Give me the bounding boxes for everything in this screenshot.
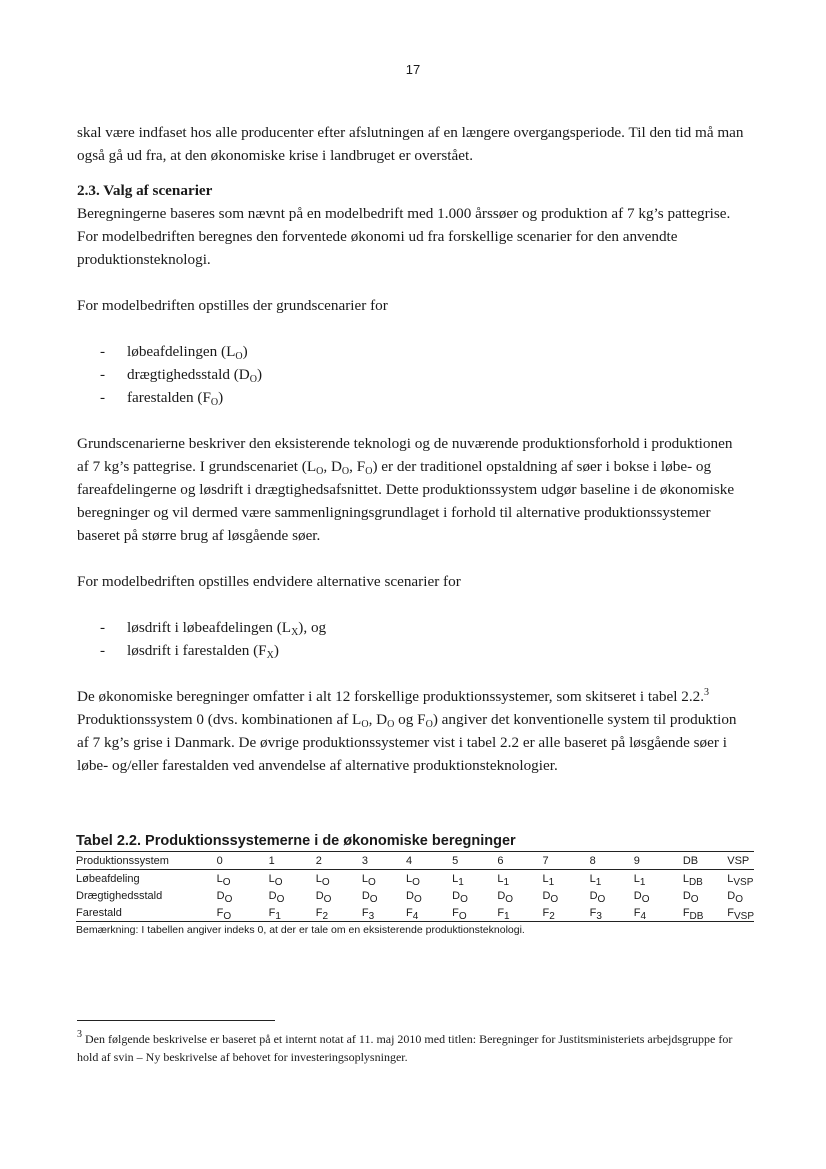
table-cell: $D_O$ <box>682 889 699 905</box>
table-cell: $D_O$ <box>406 889 422 905</box>
column-header: 9 <box>633 854 640 867</box>
table-body <box>76 870 754 922</box>
table-cell: $L_{VSP}$ <box>727 872 754 888</box>
table-cell: $F_4$ <box>406 906 419 922</box>
table-cell: $F_1$ <box>268 906 281 922</box>
table-cell: $D_O$ <box>452 889 468 905</box>
footnote: $^3$ Den følgende beskrivelse er baseret på et internt notat af 11. maj 2010 med titlen: Beregninger for Justitsministeriets arbejdsgruppe for hold af svin – Ny beskrivelse af behovet for investeringsoplysninger. <box>77 1029 733 1064</box>
paragraph: skal være indfaset hos alle producenter efter afslutningen af en længere overgangsperiode. Til den tid må man også gå ud fra, at den økonomiske krise i landbruget er overstået. <box>77 124 744 164</box>
paragraph: For modelbedriften opstilles endvidere alternative scenarier for <box>77 573 461 590</box>
column-header: DB <box>682 854 699 867</box>
table-cell: $L_O$ <box>216 872 231 888</box>
row-label: Farestald <box>76 906 122 919</box>
table-cell: $F_3$ <box>361 906 375 922</box>
paragraph: Beregningerne baseres som nævnt på en modelbedrift med 1.000 årssøer og produktion af 7 kg’s pattegrise. For modelbedriften beregnes den forventede økonomi ud fra forskellige scenarier for den anvendte produktionsteknologi. <box>77 205 731 268</box>
column-header: 0 <box>216 854 223 867</box>
table-cell: $L_O$ <box>268 872 283 888</box>
table-cell: $L_1$ <box>542 872 555 888</box>
list-item: - farestalden $(F_O)$ <box>77 386 747 409</box>
column-header: 4 <box>406 854 413 867</box>
table-cell: $L_{DB}$ <box>682 872 703 888</box>
table-cell: $L_O$ <box>406 872 420 888</box>
paragraph: De økonomiske beregninger omfatter i alt 12 forskellige produktionssystemer, som skitseret i tabel 2.2.$^3$ Produktionssystem 0 (dvs. kombinationen af $L_O$, $D_O$ og $F_O$) angiver det konventionelle system til produktion af 7 kg’s grise i Danmark. De øvrige produktionssystemer vist i tabel 2.2 er alle baseret på løsgående søer i løbe- og/eller farestalden ved anvendelse af alternative produktionsteknologier. <box>77 687 737 774</box>
table-cell: $D_O$ <box>633 889 650 905</box>
table-note: Bemærkning: I tabellen angiver indeks 0, at der er tale om en eksisterende produktionsteknologi. <box>76 924 525 936</box>
table-cell: $F_1$ <box>497 906 510 922</box>
column-header: 1 <box>268 854 275 867</box>
table-cell: $L_1$ <box>589 872 602 888</box>
table-cell: $F_3$ <box>589 906 602 922</box>
column-header: VSP <box>727 854 750 867</box>
table-cell: $F_2$ <box>542 906 555 922</box>
base-scenario-list <box>77 340 747 409</box>
table-cell: $F_{VSP}$ <box>727 906 754 922</box>
table-row <box>76 904 754 922</box>
table-cell: $L_O$ <box>361 872 376 888</box>
table-cell: $F_O$ <box>216 906 232 922</box>
column-header: 5 <box>452 854 459 867</box>
table-cell: $D_O$ <box>589 889 606 905</box>
table-row <box>76 887 754 904</box>
list-item: - løsdrift i løbeafdelingen $(L_X)$, og <box>77 616 747 639</box>
table-cell: $D_O$ <box>727 889 743 905</box>
table-header-row <box>76 852 754 870</box>
table-cell: $D_O$ <box>497 889 514 905</box>
table-caption: Tabel 2.2. Produktionssystemerne i de økonomiske beregninger <box>76 833 516 849</box>
table-cell: $F_4$ <box>633 906 647 922</box>
table-cell: $L_1$ <box>633 872 646 888</box>
alternative-scenario-list <box>77 616 747 662</box>
paragraph: Grundscenarierne beskriver den eksisterende teknologi og de nuværende produktionsforhold i produktionen af 7 kg’s pattegrise. I grundscenariet ($L_O$, $D_O$, $F_O$) er der traditionel opstaldning af søer i bokse i løbe- og fareafdelingerne og løsdrift i drægtighedsafsnittet. Dette produktionssystem udgør baseline i de økonomiske beregninger og vil dermed være sammenligningsgrundlaget i forhold til alternative produktionssystemer baseret på større brug af løsgående søer. <box>77 435 735 544</box>
table-cell: $L_1$ <box>452 872 464 888</box>
table-cell: $D_O$ <box>361 889 378 905</box>
table-cell: $L_O$ <box>315 872 330 888</box>
column-header: 2 <box>315 854 322 867</box>
column-header: 7 <box>542 854 549 867</box>
list-item: - løsdrift i farestalden $(F_X)$ <box>77 639 747 662</box>
production-systems-table-block <box>76 833 754 936</box>
list-item: - drægtighedsstald $(D_O)$ <box>77 363 747 386</box>
table-cell: $F_{DB}$ <box>682 906 704 922</box>
table-cell: $D_O$ <box>542 889 559 905</box>
footnote-divider <box>77 1020 275 1021</box>
list-item: - løbeafdelingen $(L_O)$ <box>77 340 747 363</box>
page-number: 17 <box>405 62 421 77</box>
table-cell: $D_O$ <box>268 889 285 905</box>
row-label: Løbeafdeling <box>76 872 140 885</box>
table-cell: $F_2$ <box>315 906 329 922</box>
table-cell: $L_1$ <box>497 872 509 888</box>
section-heading: 2.3. Valg af scenarier <box>77 182 213 199</box>
table-cell: $F_O$ <box>452 906 467 922</box>
table-row <box>76 870 754 888</box>
column-header-label: Produktionssystem <box>76 854 169 867</box>
table-cell: $D_O$ <box>315 889 332 905</box>
column-header: 6 <box>497 854 504 867</box>
column-header: 3 <box>361 854 368 867</box>
table-cell: $D_O$ <box>216 889 233 905</box>
body-text <box>77 121 747 777</box>
column-header: 8 <box>589 854 596 867</box>
row-label: Drægtighedsstald <box>76 889 163 902</box>
paragraph: For modelbedriften opstilles der grundscenarier for <box>77 297 388 314</box>
production-systems-table <box>76 851 754 922</box>
